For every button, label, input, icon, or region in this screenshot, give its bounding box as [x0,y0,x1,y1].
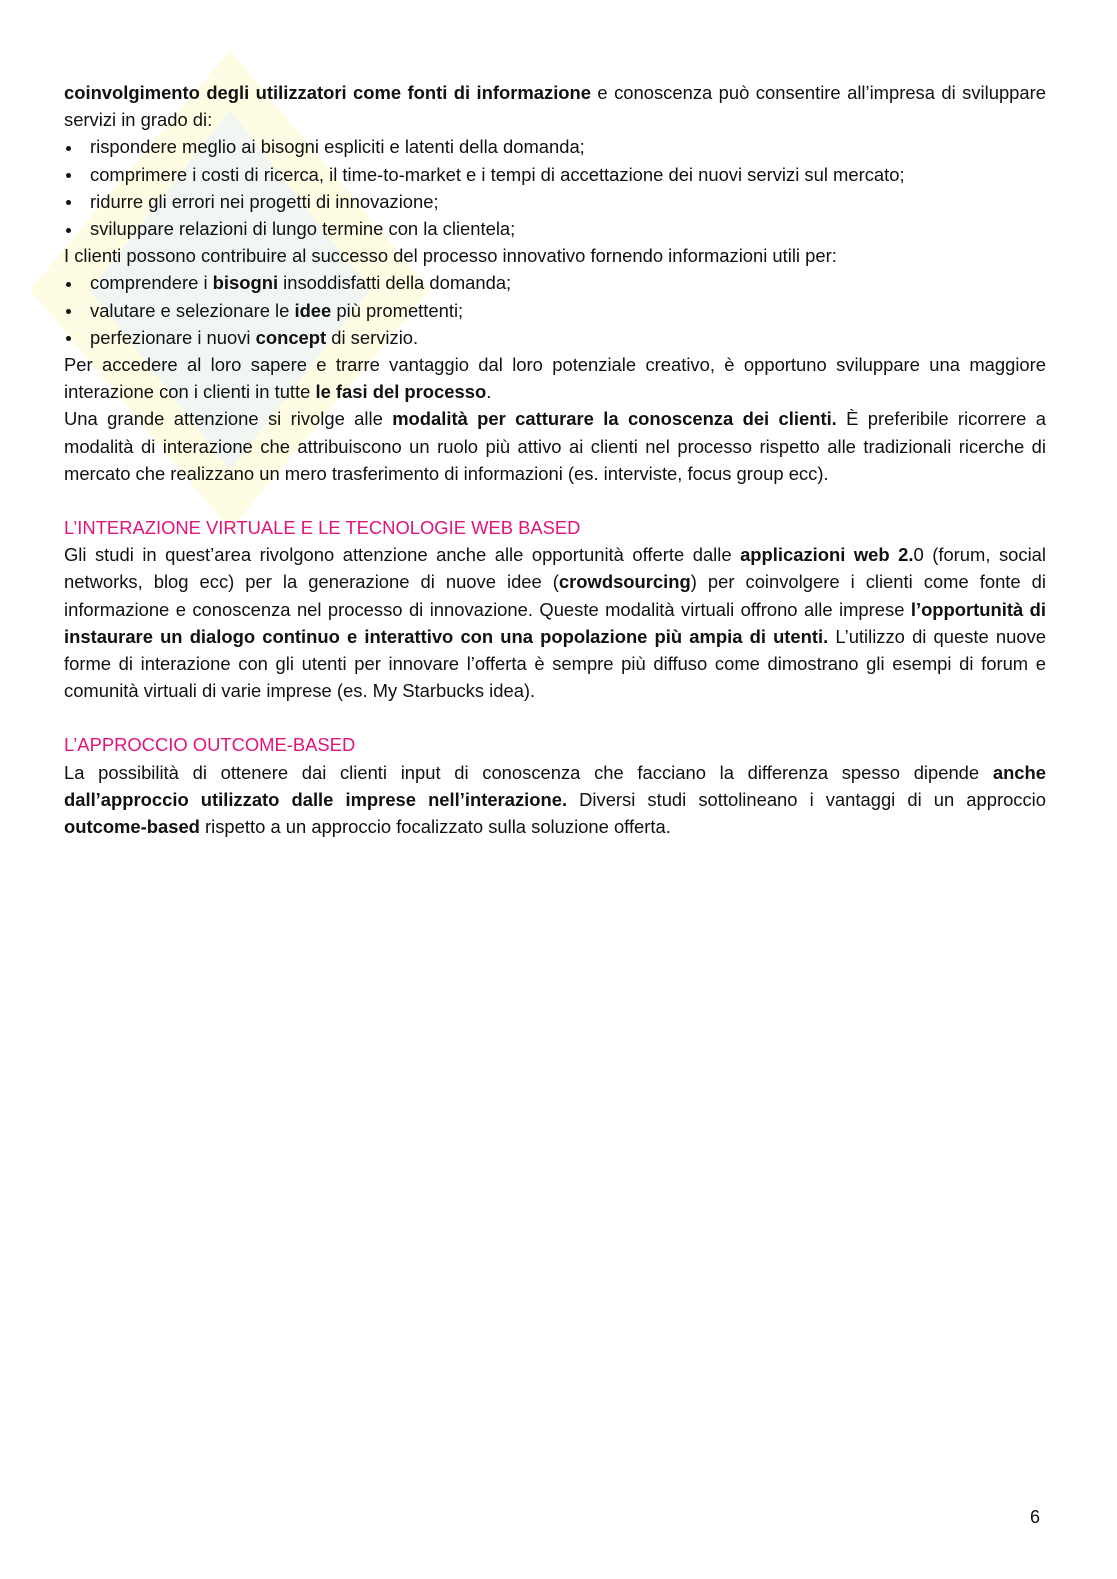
list-item-text: perfezionare i nuovi [90,326,256,348]
clients-paragraph: I clienti possono contribuire al successo del processo innovativo fornendo informazioni utili per: [64,245,837,267]
paragraph-text: Diversi studi sottolineano i vantaggi di un approccio [567,788,1046,810]
paragraph-text: Una grande attenzione si rivolge alle [64,408,393,430]
bullet-icon [64,297,90,324]
intro-paragraph [64,79,1046,133]
paragraph-bold: l’opportunità di instaurare un dialogo continuo e interattivo con una popolazione più ampia di utenti. [64,598,1046,647]
list-item [64,215,1046,242]
bullet-icon [64,215,90,242]
list-item-bold: bisogni [212,272,279,294]
list-item-text: sviluppare relazioni di lungo termine con la clientela; [90,218,516,240]
paragraph-text: 0 (forum, social networks, blog ecc) per la generazione di nuove idee ( [64,544,1046,593]
document-body [64,79,1046,840]
section-heading-virtual: L’INTERAZIONE VIRTUALE E LE TECNOLOGIE WEB BASED [64,517,581,539]
paragraph-text: Per accedere al loro sapere e trarre vantaggio dal loro potenziale creativo, è opportuno sviluppare una maggiore interazione con i clienti in tutte [64,354,1046,403]
paragraph-text: Gli studi in quest’area rivolgono attenzione anche alle opportunità offerte dalle [64,544,741,566]
list-item-text: ridurre gli errori nei progetti di innovazione; [90,190,439,212]
benefits-list [64,133,1046,242]
paragraph-bold: outcome-based [64,816,200,838]
list-item-bold: idee [294,299,332,321]
list-item [64,269,1046,296]
paragraph-text: La possibilità di ottenere dai clienti input di conoscenza che facciano la differenza spesso dipende [64,761,993,783]
intro-bold: coinvolgimento degli utilizzatori come fonti di informazione [64,82,591,103]
bullet-icon [64,269,90,296]
virtual-paragraph [64,541,1046,704]
section-heading-outcome: L’APPROCCIO OUTCOME-BASED [64,734,356,756]
list-item-text: insoddisfatti della domanda; [278,272,512,294]
paragraph-text: È preferibile ricorrere a modalità di interazione che attribuiscono un ruolo più attivo ai clienti nel processo rispetto alle tradizionali ricerche di mercato che realizzano un mero trasferimento di informazioni (es. interviste, focus group ecc). [64,408,1046,484]
bullet-icon [64,188,90,215]
list-item-text: rispondere meglio ai bisogni espliciti e latenti della domanda; [90,136,585,158]
list-item-text: valutare e selezionare le [90,299,295,321]
paragraph-text: L’utilizzo di queste nuove forme di interazione con gli utenti per innovare l’offerta è sempre più diffuso come dimostrano gli esempi di forum e comunità virtuali di varie imprese (es. My Starbucks idea). [64,625,1047,702]
paragraph-bold: crowdsourcing [558,571,691,593]
page-number: 6 [1030,1507,1041,1527]
outcome-paragraph [64,759,1046,841]
paragraph-bold: le fasi del processo [315,381,487,403]
list-item-text: di servizio. [326,326,419,348]
paragraph-text: rispetto a un approccio focalizzato sulla soluzione offerta. [199,816,671,838]
list-item [64,324,1046,351]
paragraph-text: . [486,381,492,403]
intro-text: e conoscenza può consentire all’impresa di sviluppare servizi in grado di: [64,82,1046,131]
list-item-text: comprimere i costi di ricerca, il time-to-market e i tempi di accettazione dei nuovi servizi sul mercato; [90,163,905,185]
list-item-text: comprendere i [90,272,213,294]
list-item [64,297,1046,324]
list-item [64,188,1046,215]
paragraph-bold: applicazioni web 2. [740,544,914,566]
list-item [64,161,1046,188]
list-item-text: più promettenti; [331,299,464,321]
contributions-list [64,269,1046,351]
bullet-icon [64,324,90,351]
paragraph-text: ) per coinvolgere i clienti come fonte di informazione e conoscenza nel processo di innovazione. Queste modalità virtuali offrono alle imprese [64,571,1046,620]
list-item-bold: concept [255,326,327,348]
paragraph-bold: modalità per catturare la conoscenza dei clienti. [392,408,837,430]
attention-paragraph [64,405,1046,487]
list-item [64,133,1046,160]
bullet-icon [64,161,90,188]
access-paragraph [64,351,1046,405]
bullet-icon [64,133,90,160]
paragraph-bold: anche dall’approccio utilizzato dalle imprese nell’interazione. [64,761,1046,810]
